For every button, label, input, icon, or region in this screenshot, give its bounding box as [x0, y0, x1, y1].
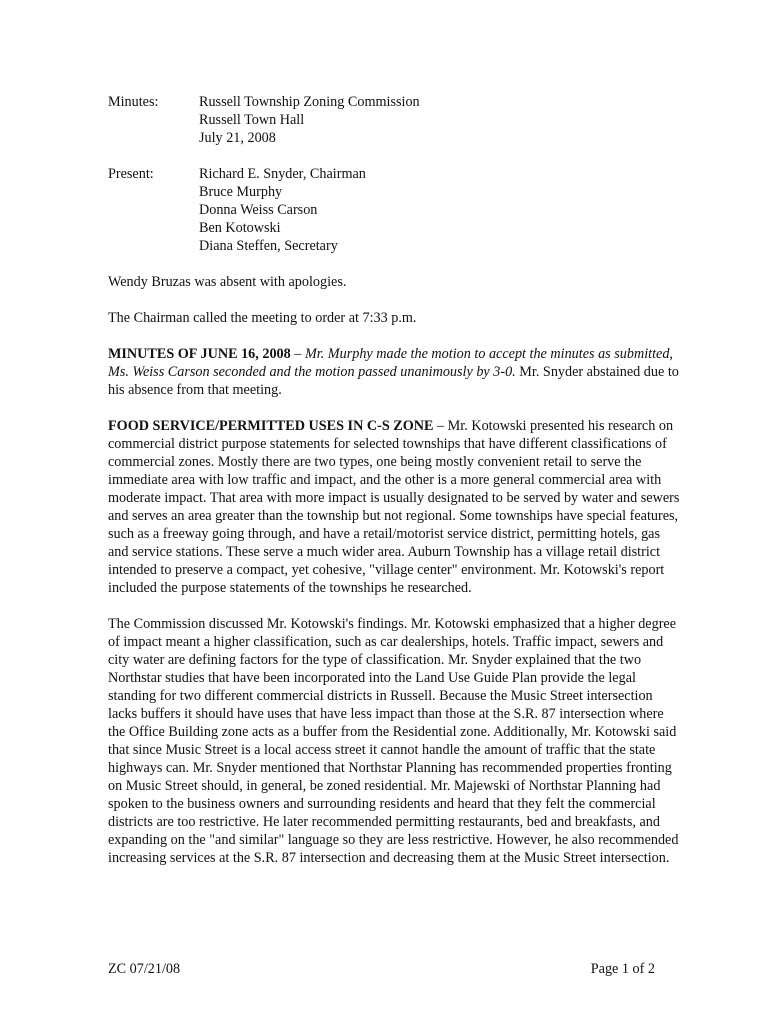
food-service-text: – Mr. Kotowski presented his research on commercial district purpose statements for selected townships that have different classifications of commercial zones. Mostly there are two types, one being mostly convenient retail to serve the immediate area with low traffic and impact, and the other is a more general commercial area with moderate impact. That area with more impact is usually designated to be served by water and sewers and serves an area greater than the township but not regional. Some townships have special features, such as a freeway going through, and have a retail/motorist service district, permitting hotels, gas and service stations. These serve a much wider area. Auburn Township has a village retail district intended to preserve a compact, yet cohesive, "village center" environment. Mr. Kotowski's report included the purpose statements of the townships he researched.: [108, 418, 680, 596]
minutes-approval-heading: MINUTES OF JUNE 16, 2008: [108, 346, 291, 362]
page-footer: [108, 960, 655, 978]
minutes-approval-paragraph: [108, 345, 680, 399]
footer-page-number: Page 1 of 2: [590, 961, 655, 977]
present-label: Present:: [108, 166, 154, 182]
attendee: Bruce Murphy: [199, 184, 283, 200]
minutes-values: [199, 93, 420, 147]
present-list: [199, 165, 366, 255]
present-block: [108, 165, 680, 255]
discussion-paragraph: The Commission discussed Mr. Kotowski's findings. Mr. Kotowski emphasized that a higher degree of impact meant a higher classification, such as car dealerships, hotels. Traffic impact, sewers and city water are defining factors for the type of classification. Mr. Snyder explained that the two Northstar studies that have been incorporated into the Land Use Guide Plan provide the legal standing for two different commercial districts in Russell. Because the Music Street intersection lacks buffers it should have uses that have less impact than those at the S.R. 87 intersection where the Office Building zone acts as a buffer from the Residential zone. Additionally, Mr. Kotowski said that since Music Street is a local access street it cannot handle the amount of traffic that the state highways can. Mr. Snyder mentioned that Northstar Planning has recommended properties fronting on Music Street should, in general, be zoned residential. Mr. Majewski of Northstar Planning had spoken to the business owners and surrounding residents and heard that they felt the commercial districts are too restrictive. He later recommended permitting restaurants, bed and breakfasts, and expanding on the "and similar" language so they are less restrictive. However, he also recommended increasing services at the S.R. 87 intersection and decreasing them at the Music Street intersection.: [108, 616, 679, 866]
attendee: Richard E. Snyder, Chairman: [199, 166, 366, 182]
meeting-date: July 21, 2008: [199, 130, 276, 146]
minutes-block: [108, 93, 680, 147]
meeting-location: Russell Town Hall: [199, 112, 305, 128]
food-service-paragraph: [108, 417, 680, 597]
footer-doc-id: ZC 07/21/08: [108, 961, 181, 977]
minutes-body: [108, 93, 680, 885]
call-to-order: The Chairman called the meeting to order at 7:33 p.m.: [108, 310, 417, 326]
attendee: Diana Steffen, Secretary: [199, 238, 338, 254]
minutes-abstention: Mr. Snyder abstained due to his absence from that meeting.: [108, 364, 679, 398]
minutes-motion: Mr. Murphy made the motion to accept the minutes as submitted, Ms. Weiss Carson seconded and the motion passed unanimously by 3-0.: [108, 346, 673, 380]
meeting-body-name: Russell Township Zoning Commission: [199, 94, 420, 110]
minutes-label: Minutes:: [108, 94, 159, 110]
absent-note: Wendy Bruzas was absent with apologies.: [108, 274, 347, 290]
minutes-dash: –: [290, 346, 305, 362]
attendee: Donna Weiss Carson: [199, 202, 318, 218]
food-service-heading: FOOD SERVICE/PERMITTED USES IN C-S ZONE: [108, 418, 434, 434]
attendee: Ben Kotowski: [199, 220, 281, 236]
